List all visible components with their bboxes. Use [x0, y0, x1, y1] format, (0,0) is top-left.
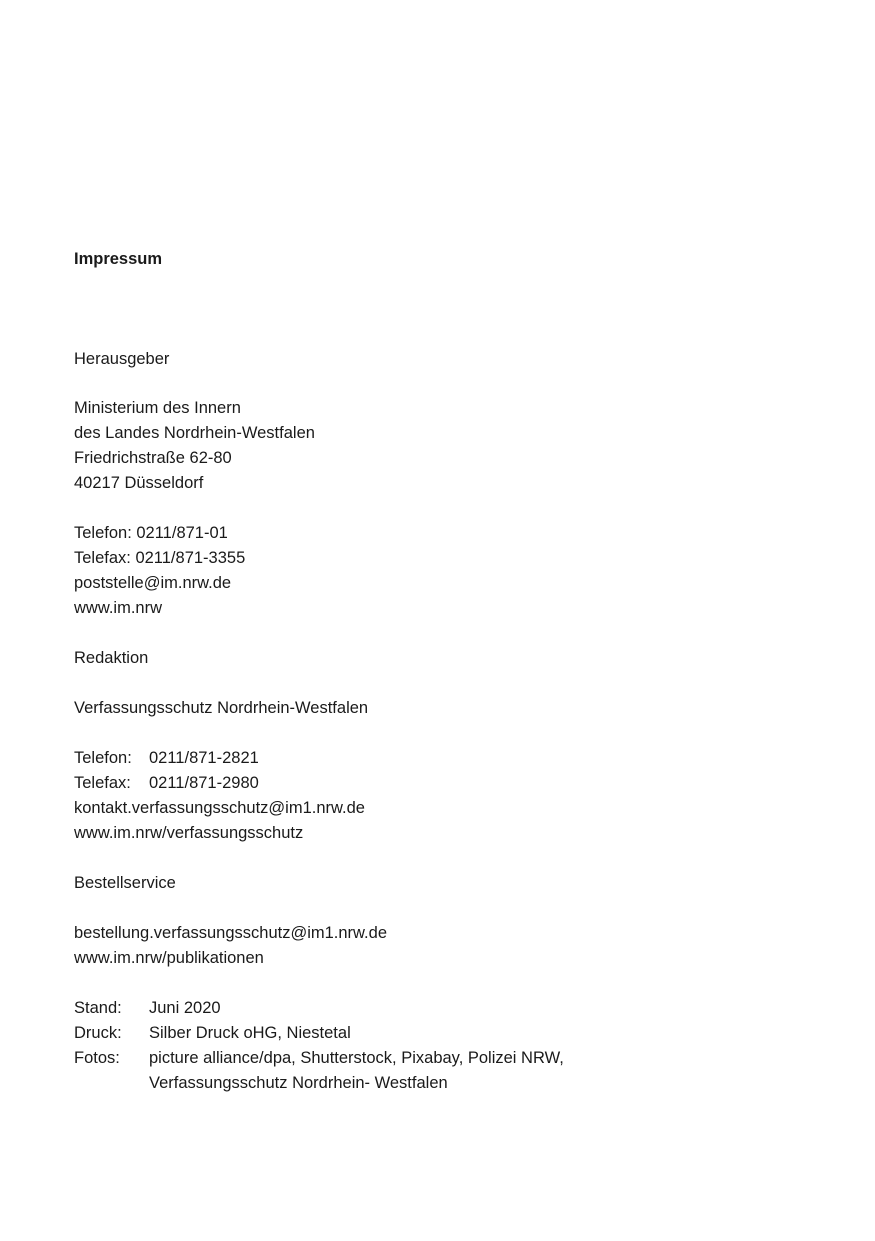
- order-service-heading: Bestellservice: [74, 874, 176, 892]
- colophon-fotos-continuation-row: [74, 1073, 448, 1093]
- editorial-fax-label: Telefax:: [74, 774, 131, 792]
- colophon-stand-value: Juni 2020: [149, 999, 221, 1017]
- colophon-stand-label: Stand:: [74, 999, 122, 1017]
- publisher-address-line-4: 40217 Düsseldorf: [74, 474, 204, 492]
- colophon-fotos-value-line-1: picture alliance/dpa, Shutterstock, Pixabay, Polizei NRW,: [149, 1049, 564, 1067]
- colophon-stand-row: [74, 998, 221, 1018]
- editorial-phone-label: Telefon:: [74, 749, 132, 767]
- publisher-heading: Herausgeber: [74, 350, 170, 368]
- colophon-druck-label: Druck:: [74, 1024, 122, 1042]
- publisher-website: www.im.nrw: [74, 599, 163, 617]
- publisher-address-line-1: Ministerium des Innern: [74, 399, 241, 417]
- editorial-heading: Redaktion: [74, 649, 149, 667]
- publisher-address-line-3: Friedrichstraße 62-80: [74, 449, 232, 467]
- publisher-address-line-2: des Landes Nordrhein-Westfalen: [74, 424, 315, 442]
- editorial-fax-row: [74, 773, 259, 793]
- page-title: Impressum: [74, 250, 163, 268]
- editorial-phone-value: 0211/871-2821: [149, 749, 259, 767]
- editorial-name: Verfassungsschutz Nordrhein-Westfalen: [74, 699, 369, 717]
- publisher-fax: Telefax: 0211/871-3355: [74, 549, 246, 567]
- colophon-druck-row: [74, 1023, 351, 1043]
- editorial-phone-row: [74, 748, 259, 768]
- order-service-website: www.im.nrw/publikationen: [74, 949, 264, 967]
- publisher-email: poststelle@im.nrw.de: [74, 574, 232, 592]
- editorial-website: www.im.nrw/verfassungsschutz: [74, 824, 304, 842]
- publisher-phone: Telefon: 0211/871-01: [74, 524, 228, 542]
- editorial-fax-value: 0211/871-2980: [149, 774, 259, 792]
- colophon-fotos-row: [74, 1048, 564, 1068]
- colophon-fotos-label: Fotos:: [74, 1049, 120, 1067]
- colophon-fotos-value-line-2: Verfassungsschutz Nordrhein- Westfalen: [149, 1074, 448, 1092]
- colophon-druck-value: Silber Druck oHG, Niestetal: [149, 1024, 351, 1042]
- order-service-email: bestellung.verfassungsschutz@im1.nrw.de: [74, 924, 387, 942]
- editorial-email: kontakt.verfassungsschutz@im1.nrw.de: [74, 799, 365, 817]
